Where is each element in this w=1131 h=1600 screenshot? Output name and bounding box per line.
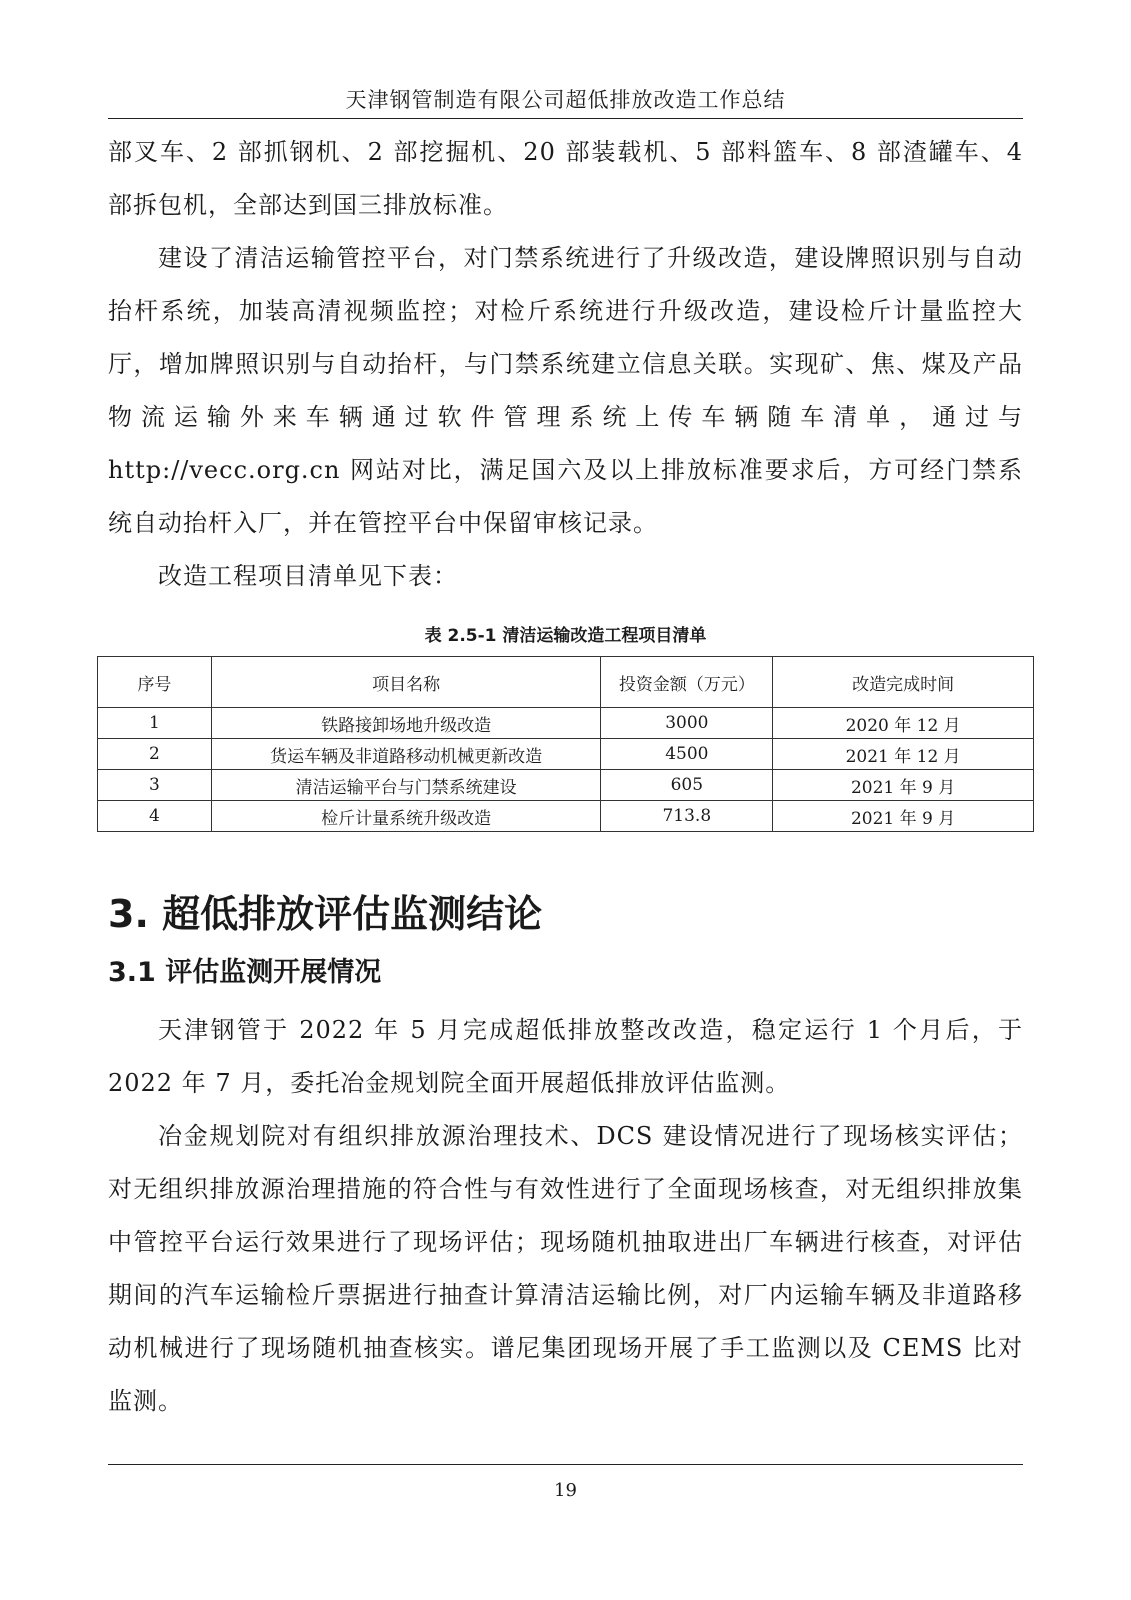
cell-index: 3 — [98, 770, 212, 801]
body-paragraph-1: 部叉车、2 部抓钢机、2 部挖掘机、20 部装载机、5 部料篮车、8 部渣罐车、4 部拆包机，全部达到国三排放标准。 — [108, 138, 1023, 219]
cell-project-name: 清洁运输平台与门禁系统建设 — [211, 770, 601, 801]
cell-completion-time: 2020 年 12 月 — [773, 708, 1034, 739]
cell-investment: 3000 — [601, 708, 773, 739]
page-content — [108, 126, 1023, 1428]
table-row — [98, 801, 1034, 832]
cell-investment: 713.8 — [601, 801, 773, 832]
table-row — [98, 739, 1034, 770]
cell-completion-time: 2021 年 9 月 — [773, 770, 1034, 801]
column-header-index: 序号 — [98, 657, 212, 708]
section-paragraph-1: 天津钢管于 2022 年 5 月完成超低排放整改改造，稳定运行 1 个月后，于 2022 年 7 月，委托冶金规划院全面开展超低排放评估监测。 — [108, 1016, 1023, 1097]
body-paragraph-2: 建设了清洁运输管控平台，对门禁系统进行了升级改造，建设牌照识别与自动抬杆系统，加装高清视频监控；对检斤系统进行升级改造，建设检斤计量监控大厅，增加牌照识别与自动抬杆，与门禁系统建立信息关联。实现矿、焦、煤及产品物流运输外来车辆通过软件管理系统上传车辆随车清单，通过与 http://vecc.org.cn 网站对比，满足国六及以上排放标准要求后，方可经门禁系统自动抬杆入厂，并在管控平台中保留审核记录。 — [108, 244, 1023, 537]
body-paragraph-3: 改造工程项目清单见下表： — [158, 562, 458, 590]
cell-investment: 4500 — [601, 739, 773, 770]
column-header-investment: 投资金额（万元） — [601, 657, 773, 708]
section-paragraph-2: 冶金规划院对有组织排放源治理技术、DCS 建设情况进行了现场核实评估；对无组织排放源治理措施的符合性与有效性进行了全面现场核查，对无组织排放集中管控平台运行效果进行了现场评估；现场随机抽取进出厂车辆进行核查，对评估期间的汽车运输检斤票据进行抽查计算清洁运输比例，对厂内运输车辆及非道路移动机械进行了现场随机抽查核实。谱尼集团现场开展了手工监测以及 CEMS 比对监测。 — [108, 1122, 1023, 1415]
cell-index: 1 — [98, 708, 212, 739]
cell-index: 4 — [98, 801, 212, 832]
header-divider — [108, 118, 1023, 119]
cell-completion-time: 2021 年 9 月 — [773, 801, 1034, 832]
column-header-project-name: 项目名称 — [211, 657, 601, 708]
table-row — [98, 708, 1034, 739]
cell-project-name: 铁路接卸场地升级改造 — [211, 708, 601, 739]
cell-project-name: 货运车辆及非道路移动机械更新改造 — [211, 739, 601, 770]
project-table — [97, 656, 1034, 832]
page-header-title: 天津钢管制造有限公司超低排放改造工作总结 — [345, 88, 786, 112]
table-caption: 表 2.5-1 清洁运输改造工程项目清单 — [424, 626, 707, 646]
footer-divider — [108, 1464, 1023, 1465]
cell-completion-time: 2021 年 12 月 — [773, 739, 1034, 770]
column-header-completion-time: 改造完成时间 — [773, 657, 1034, 708]
page-number: 19 — [554, 1480, 577, 1501]
table-row — [98, 770, 1034, 801]
section-heading: 3. 超低排放评估监测结论 — [108, 892, 543, 936]
cell-index: 2 — [98, 739, 212, 770]
table-header-row — [98, 657, 1034, 708]
cell-investment: 605 — [601, 770, 773, 801]
cell-project-name: 检斤计量系统升级改造 — [211, 801, 601, 832]
subsection-heading: 3.1 评估监测开展情况 — [108, 957, 382, 988]
